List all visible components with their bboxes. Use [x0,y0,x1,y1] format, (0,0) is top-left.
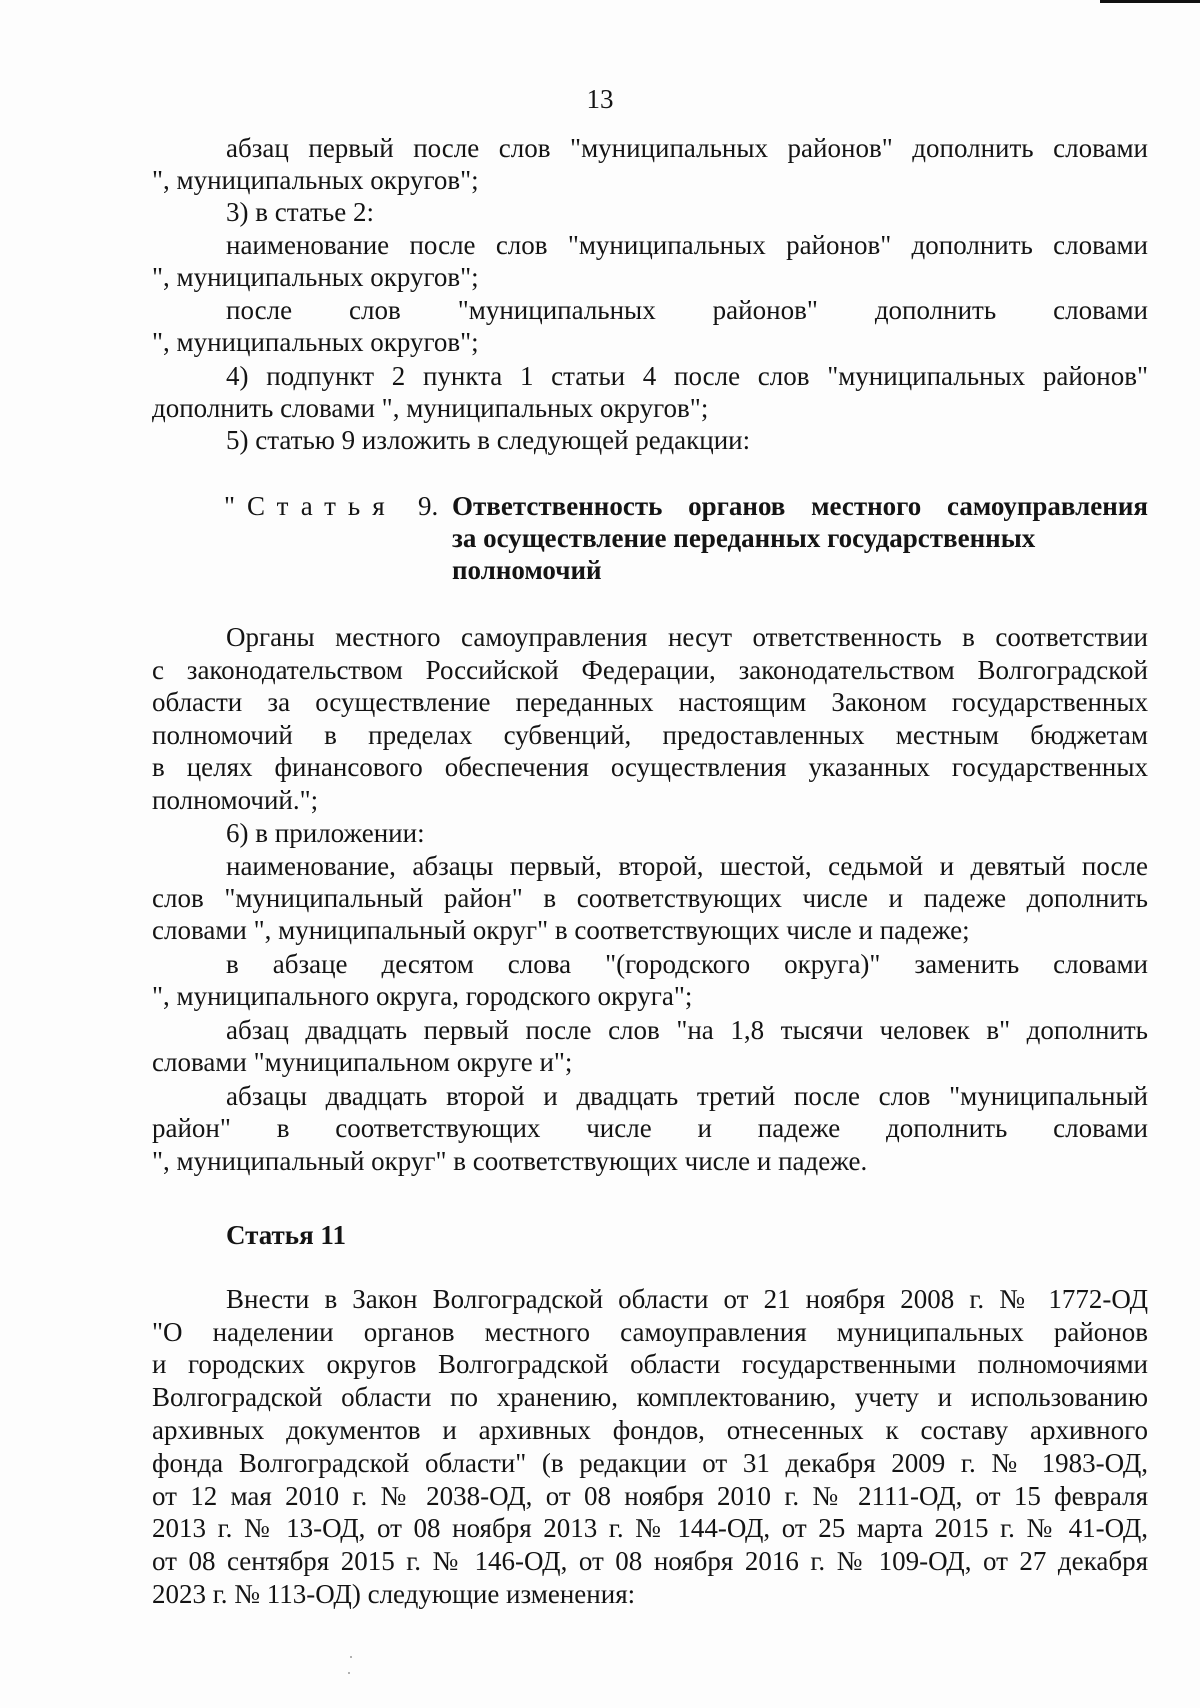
text-line: абзац двадцать первый после слов "на 1,8 тысячи человек в" дополнить [226,1015,1148,1045]
article-number: 9. [418,491,439,521]
article-heading: Статья 11 [226,1220,346,1250]
scan-speck [348,1672,350,1674]
text-line: Волгоградской области по хранению, комплектованию, учету и использованию [152,1382,1148,1412]
text-line: "О наделении органов местного самоуправления муниципальных районов [152,1317,1148,1347]
article-title-line: за осуществление переданных государственных [452,523,1036,553]
article-title-line: полномочий [452,555,602,585]
text-line: дополнить словами ", муниципальных округов"; [152,393,709,423]
text-line: словами "муниципальном округе и"; [152,1047,573,1077]
text-line: слов "муниципальный район" в соответствующих числе и падеже дополнить [152,883,1148,913]
text-line: 2013 г. № 13-ОД, от 08 ноября 2013 г. № 144-ОД, от 25 марта 2015 г. № 41-ОД, [152,1513,1148,1543]
text-line: 6) в приложении: [226,818,425,848]
text-line: в целях финансового обеспечения осуществления указанных государственных [152,752,1148,782]
text-line: наименование, абзацы первый, второй, шестой, седьмой и девятый после [226,851,1148,881]
text-line: в абзаце десятом слова "(городского округа)" заменить словами [226,949,1148,979]
text-line: ", муниципальных округов"; [152,327,479,357]
text-line: с законодательством Российской Федерации, законодательством Волгоградской [152,655,1148,685]
text-line: 3) в статье 2: [226,197,374,227]
scan-speck [350,1656,352,1658]
article-label: "Статья [224,491,397,521]
text-line: области за осуществление переданных настоящим Законом государственных [152,687,1148,717]
text-line: полномочий в пределах субвенций, предоставленных местным бюджетам [152,720,1148,750]
text-line: фонда Волгоградской области" (в редакции от 31 декабря 2009 г. № 1983-ОД, [152,1448,1148,1478]
text-line: и городских округов Волгоградской области государственными полномочиями [152,1349,1148,1379]
text-line: полномочий."; [152,785,319,815]
text-line: ", муниципальных округов"; [152,262,479,292]
text-line: наименование после слов "муниципальных районов" дополнить словами [226,230,1148,260]
text-line: ", муниципальных округов"; [152,165,479,195]
text-line: архивных документов и архивных фондов, отнесенных к составу архивного [152,1415,1148,1445]
text-line: 5) статью 9 изложить в следующей редакции: [226,425,751,455]
text-line: абзац первый после слов "муниципальных районов" дополнить словами [226,133,1148,163]
text-line: 4) подпункт 2 пункта 1 статьи 4 после слов "муниципальных районов" [226,361,1148,391]
scan-border-mark [1100,0,1200,3]
page-number: 13 [586,84,614,114]
text-line: 2023 г. № 113-ОД) следующие изменения: [152,1579,636,1609]
text-line: ", муниципального округа, городского округа"; [152,981,693,1011]
text-line: от 08 сентября 2015 г. № 146-ОД, от 08 ноября 2016 г. № 109-ОД, от 27 декабря [152,1546,1148,1576]
text-line: Внести в Закон Волгоградской области от 21 ноября 2008 г. № 1772-ОД [226,1284,1148,1314]
text-line: от 12 мая 2010 г. № 2038-ОД, от 08 ноября 2010 г. № 2111-ОД, от 15 февраля [152,1481,1148,1511]
text-line: Органы местного самоуправления несут ответственность в соответствии [226,622,1148,652]
text-line: после слов "муниципальных районов" дополнить словами [226,295,1148,325]
text-line: район" в соответствующих числе и падеже дополнить словами [152,1113,1148,1143]
text-line: абзацы двадцать второй и двадцать третий после слов "муниципальный [226,1081,1148,1111]
article-title-line: Ответственность органов местного самоуправления [452,491,1148,521]
text-line: словами ", муниципальный округ" в соответствующих числе и падеже; [152,915,970,945]
text-line: ", муниципальный округ" в соответствующих числе и падеже. [152,1146,868,1176]
